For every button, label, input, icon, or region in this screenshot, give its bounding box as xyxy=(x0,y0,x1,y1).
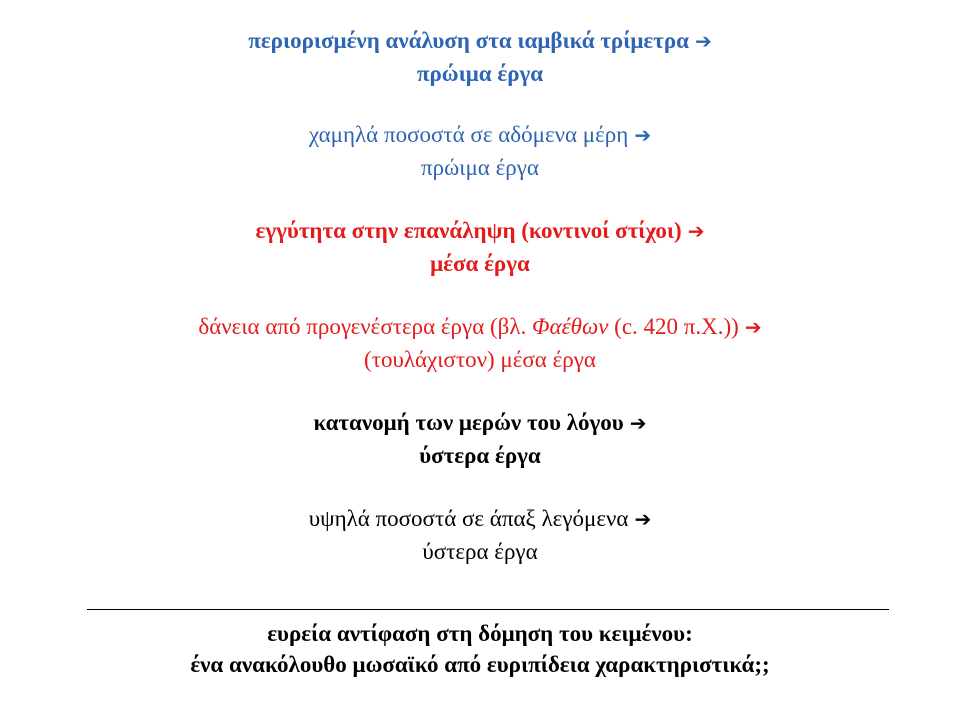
item-6-conclusion: ύστερα έργα xyxy=(422,539,538,564)
item-1-claim-text: περιορισμένη ανάλυση στα ιαμβικά τρίμετρα xyxy=(248,28,689,53)
item-3-claim-text: εγγύτητα στην επανάληψη (κοντινοί στίχοι) xyxy=(255,218,682,243)
right-arrow-icon: ➔ xyxy=(695,29,712,53)
item-4-claim-text-before: δάνεια από προγενέστερα έργα (βλ. xyxy=(198,314,533,339)
item-5-conclusion: ύστερα έργα xyxy=(419,443,541,468)
item-5-claim-text: κατανομή των μερών του λόγου xyxy=(313,410,624,435)
right-arrow-icon: ➔ xyxy=(744,315,762,339)
item-2-claim-text: χαμηλά ποσοστά σε αδόμενα μέρη xyxy=(308,122,629,147)
item-4-claim-text-after: (c. 420 π.Χ.)) xyxy=(608,314,739,339)
right-arrow-icon: ➔ xyxy=(634,123,652,147)
divider-line xyxy=(87,609,889,610)
item-1-conclusion: πρώιμα έργα xyxy=(416,61,544,86)
item-3-conclusion: μέσα έργα xyxy=(430,251,530,276)
item-4-conclusion: (τουλάχιστον) μέσα έργα xyxy=(364,347,596,372)
right-arrow-icon: ➔ xyxy=(687,219,705,243)
item-3-claim xyxy=(0,216,960,246)
footer-line-1: ευρεία αντίφαση στη δόμηση του κειμένου: xyxy=(267,621,693,646)
item-4-claim-text-italic: Φαέθων xyxy=(532,314,609,339)
item-2-conclusion: πρώιμα έργα xyxy=(421,155,539,180)
item-6-claim xyxy=(0,504,960,534)
item-6-claim-text: υψηλά ποσοστά σε άπαξ λεγόμενα xyxy=(308,506,629,531)
right-arrow-icon: ➔ xyxy=(634,507,652,531)
right-arrow-icon: ➔ xyxy=(629,411,647,435)
item-4-claim xyxy=(0,312,960,342)
item-1-claim xyxy=(0,26,960,56)
item-5-claim xyxy=(0,408,960,438)
item-2-claim xyxy=(0,120,960,150)
footer-line-2: ένα ανακόλουθο μωσαϊκό από ευριπίδεια χαρακτηριστικά;; xyxy=(190,652,770,677)
